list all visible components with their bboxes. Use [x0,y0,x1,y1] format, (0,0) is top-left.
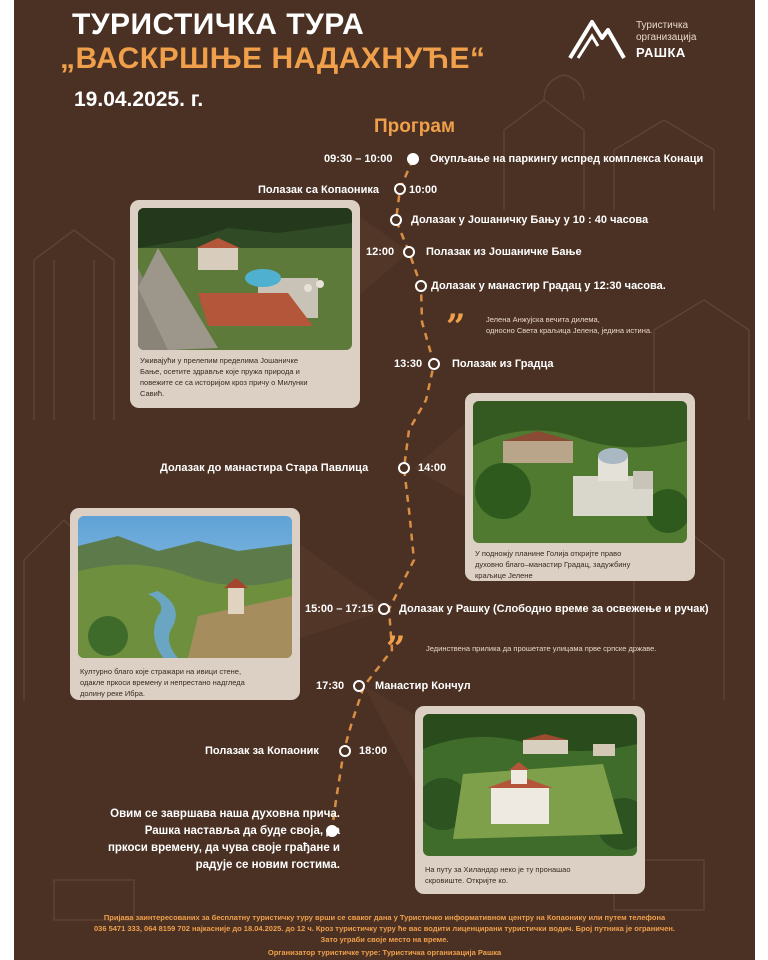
timeline-dot [339,745,351,757]
event-4-text: Полазак из Јошаничке Бање [426,246,582,258]
event-9-time: 17:30 [316,680,345,692]
quote-2-line-1: Јединствена прилика да прошетате улицама прве српске државе. [426,644,657,653]
event-8-text: Долазак у Рашку (Слободно време за освежење и ручак) [399,603,709,615]
event-1-text: Окупљање на паркингу испред комплекса Конаци [430,153,704,165]
footer-organizer: Организатор туристичке туре: Туристичка организација Рашка [267,948,502,957]
event-10-text: Полазак за Копаоник [205,745,319,757]
card-josanicka-banja [130,200,360,408]
quote-icon: ” [446,307,466,347]
timeline-dot [390,214,402,226]
event-6-text: Полазак из Градца [452,358,554,370]
event-2-text: Полазак са Копаоника [258,184,379,196]
ending-line-4: радује се новим гостима. [195,859,340,871]
timeline-dot [394,183,406,195]
event-1-time: 09:30 – 10:00 [324,153,393,165]
photo-konacul-monastery [423,714,637,856]
card-3-caption-line-2: одакле пркоси времену и непрестано надгледа [80,678,245,687]
card-3-caption-line-3: долину реке Ибра. [80,689,145,698]
logo-text-small-1: Туристичка [636,20,689,31]
card-1-caption-line-2: Бање, осетите здравље које пружа природа и [140,367,300,376]
event-10-time: 18:00 [359,745,388,757]
quote-icon: ” [386,629,406,669]
event-5-text: Долазак у манастир Градац у 12:30 часова. [431,280,666,292]
ending-line-3: пркоси времену, да чува своје грађане и [107,842,340,854]
tour-title: ТУРИСТИЧКА ТУРА [72,8,365,41]
event-7-text: Долазак до манастира Стара Павлица [160,462,369,474]
timeline-dot [407,153,419,165]
card-2-caption-line-2: духовно благо–манастир Градац, задужбину [475,560,631,569]
card-ibar-valley [70,508,300,700]
event-8-time: 15:00 – 17:15 [305,603,374,615]
card-4-caption-line-2: скровиште. Откријте ко. [425,876,509,885]
timeline-dot [398,462,410,474]
footer-line-3: Зато уграби своје место на време. [320,935,449,944]
ending-line-2: Рашка наставља да буде своја, да [144,825,340,837]
event-3-text: Долазак у Јошаничку Бању у 10 : 40 часова [411,214,649,226]
poster [14,0,755,960]
quote-1-line-2: односно Света краљица Јелена, једина истина. [486,326,653,335]
photo-gradac [473,401,687,543]
card-1-caption-line-4: Савић. [140,389,165,398]
photo-josanicka-banja [138,208,352,350]
card-gradac [465,393,695,581]
timeline-dot [415,280,427,292]
photo-ibar-valley [78,516,292,658]
card-3-caption-line-1: Културно благо које стражари на ивици стене, [80,667,242,676]
card-2-caption-line-3: краљице Јелене [475,571,533,580]
mountain-logo-icon [568,14,626,60]
event-4-time: 12:00 [366,246,395,258]
timeline-dot [353,680,365,692]
card-4-caption-line-1: На путу за Хиландар неко је ту пронашао [425,865,571,874]
organization-logo [568,14,728,64]
ending-text [70,806,340,874]
program-heading: Програм [374,116,456,137]
card-konacul [415,706,645,894]
event-7-time: 14:00 [418,462,447,474]
timeline-dot [428,358,440,370]
footer-line-1: Пријава заинтересованих за бесплатну туристичку туру врши се сваког дана у Туристичко информативном центру на Копаонику или путем телефона [103,913,666,922]
timeline-dot [378,603,390,615]
timeline-dot [403,246,415,258]
event-6-time: 13:30 [394,358,423,370]
ending-line-1: Овим се завршава наша духовна прича. [110,808,340,820]
quote-1-line-1: Јелена Анжујска вечита дилема, [486,315,600,324]
tour-name: „ВАСКРШЊЕ НАДАХНУЋЕ“ [60,42,486,75]
card-2-caption-line-1: У подножју планине Голија откријте право [475,549,622,558]
card-1-caption-line-3: повежите се са историјом кроз причу о Милунки [140,378,308,387]
logo-text-main: РАШКА [636,45,686,60]
card-1-caption-line-1: Уживајући у прелепим пределима Јошаничке [140,356,299,365]
footer-line-2: 036 5471 333, 064 8159 702 најкасније до 18.04.2025. до 12 ч. Кроз туристичку туру ће вас водити лиценцирани туристички водич. Број путника је ограничен. [93,924,675,933]
tour-date: 19.04.2025. г. [74,88,204,111]
logo-text-small-2: организација [636,32,697,43]
event-9-text: Манастир Кончул [375,680,471,692]
event-2-time: 10:00 [409,184,438,196]
